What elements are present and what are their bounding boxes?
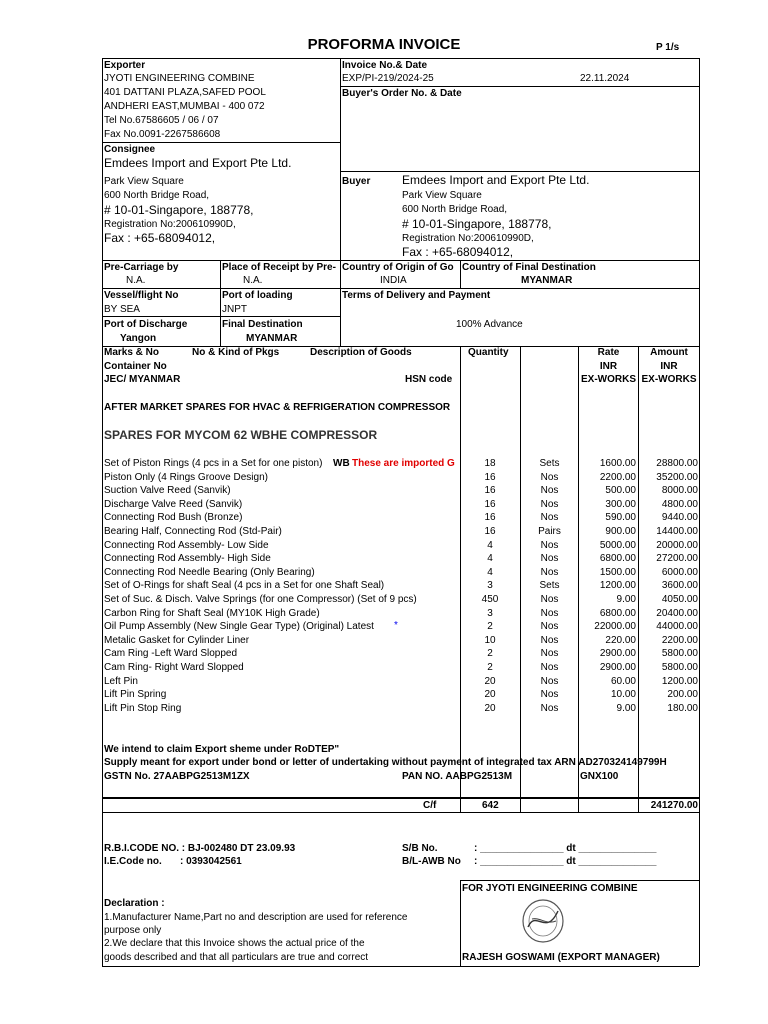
- item-unit: Nos: [540, 635, 559, 646]
- consignee-line: # 10-01-Singapore, 188778,: [104, 203, 254, 217]
- consignee-heading: Consignee: [104, 144, 156, 155]
- item-amount: 44000.00: [656, 621, 698, 632]
- item-unit: Pairs: [538, 526, 561, 537]
- item-description: Cam Ring -Left Ward Slopped: [104, 648, 238, 659]
- col-marks-label: Marks & No: [104, 347, 160, 358]
- item-description: Suction Valve Reed (Sanvik): [104, 485, 231, 496]
- item-quantity: 4: [487, 540, 493, 551]
- item-rate: 2900.00: [599, 648, 636, 659]
- frame-bottom: [102, 966, 699, 967]
- item-rate: 9.00: [616, 594, 636, 605]
- item-unit: Nos: [540, 472, 559, 483]
- item-quantity: 3: [487, 580, 493, 591]
- line: [102, 316, 340, 317]
- place-receipt-label: Place of Receipt by Pre-: [222, 262, 336, 273]
- item-description: Oil Pump Assembly (New Single Gear Type) (Original) Latest: [104, 621, 374, 632]
- item-rate: 500.00: [605, 485, 636, 496]
- origin-value: INDIA: [380, 275, 407, 286]
- item-unit: Nos: [540, 594, 559, 605]
- consignee-name: Emdees Import and Export Pte Ltd.: [104, 156, 292, 170]
- line: [102, 797, 699, 799]
- port-discharge-label: Port of Discharge: [104, 319, 188, 330]
- item-description: Set of Suc. & Disch. Valve Springs (for one Compressor) (Set of 9 pcs): [104, 594, 417, 605]
- item-amount: 180.00: [667, 703, 698, 714]
- line: [340, 86, 699, 87]
- sb-blank: : _______________ dt ______________: [474, 843, 657, 854]
- item-unit: Nos: [540, 512, 559, 523]
- item-unit: Nos: [540, 703, 559, 714]
- buyer-line: # 10-01-Singapore, 188778,: [402, 217, 552, 231]
- item-quantity: 2: [487, 648, 493, 659]
- item-rate: 6800.00: [599, 608, 636, 619]
- subheading: SPARES FOR MYCOM 62 WBHE COMPRESSOR: [104, 428, 378, 442]
- gnx: GNX100: [580, 771, 619, 782]
- item-rate: 220.00: [605, 635, 636, 646]
- exporter-line: Fax No.0091-2267586608: [104, 129, 221, 140]
- item-amount: 200.00: [667, 689, 698, 700]
- frame-right: [699, 58, 700, 966]
- consignee-line: Fax : +65-68094012,: [104, 231, 216, 245]
- col-desc-label: Description of Goods: [310, 347, 412, 358]
- buyers-order-heading: Buyer's Order No. & Date: [342, 88, 462, 99]
- item-amount: 20000.00: [656, 540, 698, 551]
- buyer-line: Park View Square: [402, 190, 482, 201]
- item-unit: Nos: [540, 567, 559, 578]
- amount-terms: EX-WORKS: [641, 374, 697, 385]
- bl-label: B/L-AWB No: [402, 856, 461, 867]
- item-quantity: 20: [484, 703, 496, 714]
- exporter-line: Tel No.67586605 / 06 / 07: [104, 115, 219, 126]
- item-description: Left Pin: [104, 676, 138, 687]
- origin-label: Country of Origin of Go: [342, 262, 454, 273]
- item-amount: 4800.00: [661, 499, 698, 510]
- consignee-line: 600 North Bridge Road,: [104, 190, 210, 201]
- declaration-line: 2.We declare that this Invoice shows the actual price of the: [104, 938, 365, 949]
- item-unit: Nos: [540, 676, 559, 687]
- item-rate: 590.00: [605, 512, 636, 523]
- item-amount: 20400.00: [656, 608, 698, 619]
- final-dest-value: MYANMAR: [246, 333, 298, 344]
- terms-value: 100% Advance: [456, 319, 523, 330]
- item-amount: 9440.00: [661, 512, 698, 523]
- item-description: Piston Only (4 Rings Groove Design): [104, 472, 268, 483]
- item-quantity: 3: [487, 608, 493, 619]
- amount-currency: INR: [660, 361, 678, 372]
- company-seal-stamp: [520, 897, 566, 945]
- line: [460, 260, 461, 288]
- total-amount: 241270.00: [650, 800, 698, 811]
- bl-blank: : _______________ dt ______________: [474, 856, 657, 867]
- item-amount: 6000.00: [661, 567, 698, 578]
- for-company: FOR JYOTI ENGINEERING COMBINE: [462, 883, 638, 894]
- item-amount: 5800.00: [661, 648, 698, 659]
- item-description: Metalic Gasket for Cylinder Liner: [104, 635, 250, 646]
- item-rate: 1200.00: [599, 580, 636, 591]
- item-description: Connecting Rod Bush (Bronze): [104, 512, 243, 523]
- item-quantity: 16: [484, 485, 496, 496]
- item-description: Set of Piston Rings (4 pcs in a Set for one piston): [104, 458, 323, 469]
- declaration-line: goods described and that all particulars are true and correct: [104, 952, 369, 963]
- pre-carriage-value: N.A.: [126, 275, 146, 286]
- item-rate: 2200.00: [599, 472, 636, 483]
- item-rate: 22000.00: [594, 621, 636, 632]
- exporter-line: JYOTI ENGINEERING COMBINE: [104, 73, 255, 84]
- page-title: PROFORMA INVOICE: [307, 36, 461, 53]
- item-rate: 6800.00: [599, 553, 636, 564]
- item-rate: 2900.00: [599, 662, 636, 673]
- imported-note: These are imported G: [352, 458, 455, 469]
- gstn: GSTN No. 27AABPG2513M1ZX: [104, 771, 250, 782]
- hsn-label: HSN code: [405, 374, 453, 385]
- buyer-name: Emdees Import and Export Pte Ltd.: [402, 173, 590, 187]
- terms-label: Terms of Delivery and Payment: [342, 290, 491, 301]
- line: [460, 880, 461, 966]
- col-amount-label: Amount: [650, 347, 688, 358]
- item-rate: 300.00: [605, 499, 636, 510]
- line: [460, 880, 699, 881]
- item-quantity: 16: [484, 472, 496, 483]
- frame-left: [102, 58, 103, 966]
- container-label: Container No: [104, 361, 167, 372]
- item-amount: 4050.00: [661, 594, 698, 605]
- item-description: Cam Ring- Right Ward Slopped: [104, 662, 244, 673]
- item-unit: Nos: [540, 540, 559, 551]
- item-unit: Nos: [540, 553, 559, 564]
- item-unit: Nos: [540, 662, 559, 673]
- item-description: Lift Pin Spring: [104, 689, 167, 700]
- pre-carriage-label: Pre-Carriage by: [104, 262, 179, 273]
- item-description: Carbon Ring for Shaft Seal (MY10K High Grade): [104, 608, 320, 619]
- sb-label: S/B No.: [402, 843, 438, 854]
- latest-star: *: [394, 620, 398, 631]
- buyer-line: Fax : +65-68094012,: [402, 245, 514, 259]
- item-description: Connecting Rod Needle Bearing (Only Bearing): [104, 567, 315, 578]
- exporter-heading: Exporter: [104, 60, 146, 71]
- place-receipt-value: N.A.: [243, 275, 263, 286]
- vessel-label: Vessel/flight No: [104, 290, 179, 301]
- rate-terms: EX-WORKS: [581, 374, 636, 385]
- item-rate: 9.00: [616, 703, 636, 714]
- pan: PAN NO. AABPG2513M: [402, 771, 513, 782]
- supply-note: Supply meant for export under bond or letter of undertaking without payment of integrated tax ARN AD270324149799H: [104, 757, 667, 768]
- header-divider: [340, 58, 341, 346]
- item-quantity: 4: [487, 567, 493, 578]
- item-description: Connecting Rod Assembly- Low Side: [104, 540, 269, 551]
- line: [102, 260, 699, 261]
- item-quantity: 20: [484, 676, 496, 687]
- line: [102, 812, 699, 813]
- item-amount: 1200.00: [661, 676, 698, 687]
- item-unit: Sets: [539, 580, 560, 591]
- signatory: RAJESH GOSWAMI (EXPORT MANAGER): [462, 952, 660, 963]
- ie-code-value: : 0393042561: [180, 856, 242, 867]
- item-amount: 28800.00: [656, 458, 698, 469]
- port-loading-label: Port of loading: [222, 290, 293, 301]
- ie-code-label: I.E.Code no.: [104, 856, 162, 867]
- mark-value: JEC/ MYANMAR: [104, 374, 181, 385]
- item-amount: 2200.00: [661, 635, 698, 646]
- exporter-line: ANDHERI EAST,MUMBAI - 400 072: [104, 101, 265, 112]
- declaration-line: 1.Manufacturer Name,Part no and description are used for reference: [104, 912, 408, 923]
- col-qty-label: Quantity: [468, 347, 509, 358]
- col-kind-label: No & Kind of Pkgs: [192, 347, 280, 358]
- item-amount: 3600.00: [661, 580, 698, 591]
- item-description: Connecting Rod Assembly- High Side: [104, 553, 271, 564]
- item-rate: 5000.00: [599, 540, 636, 551]
- item-unit: Nos: [540, 648, 559, 659]
- item-description: Discharge Valve Reed (Sanvik): [104, 499, 243, 510]
- item-quantity: 20: [484, 689, 496, 700]
- line: [102, 142, 340, 143]
- rbi-code: R.B.I.CODE NO. : BJ-002480 DT 23.09.93: [104, 843, 296, 854]
- item-quantity: 2: [487, 621, 493, 632]
- invoice-date: 22.11.2024: [580, 73, 630, 84]
- item-quantity: 10: [484, 635, 496, 646]
- exporter-line: 401 DATTANI PLAZA,SAFED POOL: [104, 87, 266, 98]
- item-quantity: 450: [481, 594, 499, 605]
- carried-forward-label: C/f: [423, 800, 437, 811]
- item-unit: Sets: [539, 458, 560, 469]
- declaration-heading: Declaration :: [104, 898, 165, 909]
- buyer-line: Registration No:200610990D,: [402, 233, 534, 244]
- item-quantity: 4: [487, 553, 493, 564]
- item-quantity: 16: [484, 512, 496, 523]
- invoice-heading: Invoice No.& Date: [342, 60, 428, 71]
- consignee-line: Registration No:200610990D,: [104, 219, 236, 230]
- item-description: Lift Pin Stop Ring: [104, 703, 182, 714]
- item-unit: Nos: [540, 485, 559, 496]
- section-heading: AFTER MARKET SPARES FOR HVAC & REFRIGERATION COMPRESSOR: [104, 402, 451, 413]
- rate-currency: INR: [599, 361, 618, 372]
- item-quantity: 16: [484, 499, 496, 510]
- item-rate: 1500.00: [599, 567, 636, 578]
- vessel-value: BY SEA: [104, 304, 140, 315]
- item-unit: Nos: [540, 608, 559, 619]
- buyer-heading: Buyer: [342, 176, 371, 187]
- item-quantity: 2: [487, 662, 493, 673]
- item-amount: 35200.00: [656, 472, 698, 483]
- declaration-line: purpose only: [104, 925, 162, 936]
- item-unit: Nos: [540, 621, 559, 632]
- item-unit: Nos: [540, 499, 559, 510]
- item-amount: 27200.00: [656, 553, 698, 564]
- final-dest-country-value: MYANMAR: [521, 275, 573, 286]
- item-quantity: 16: [484, 526, 496, 537]
- total-quantity: 642: [482, 800, 499, 811]
- page-number: P 1/s: [656, 42, 680, 53]
- line: [220, 260, 221, 346]
- rodtep-note: We intend to claim Export sheme under RoDTEP": [104, 744, 340, 755]
- item-amount: 14400.00: [656, 526, 698, 537]
- port-discharge-value: Yangon: [120, 333, 157, 344]
- item-quantity: 18: [484, 458, 496, 469]
- col-rate-label: Rate: [597, 347, 620, 358]
- item-amount: 8000.00: [661, 485, 698, 496]
- item-description: Set of O-Rings for shaft Seal (4 pcs in a Set for one Shaft Seal): [104, 580, 385, 591]
- item-unit: Nos: [540, 689, 559, 700]
- buyer-line: 600 North Bridge Road,: [402, 204, 508, 215]
- final-dest-label: Final Destination: [222, 319, 303, 330]
- first-item-suffix: WB: [333, 458, 350, 469]
- line: [102, 288, 699, 289]
- item-rate: 60.00: [610, 676, 636, 687]
- consignee-line: Park View Square: [104, 176, 184, 187]
- item-rate: 10.00: [610, 689, 636, 700]
- final-dest-country-label: Country of Final Destination: [462, 262, 596, 273]
- frame-top: [102, 58, 699, 59]
- item-description: Bearing Half, Connecting Rod (Std-Pair): [104, 526, 282, 537]
- item-rate: 1600.00: [599, 458, 636, 469]
- item-rate: 900.00: [605, 526, 636, 537]
- invoice-number: EXP/PI-219/2024-25: [342, 73, 434, 84]
- item-amount: 5800.00: [661, 662, 698, 673]
- port-loading-value: JNPT: [222, 304, 247, 315]
- line: [340, 171, 699, 172]
